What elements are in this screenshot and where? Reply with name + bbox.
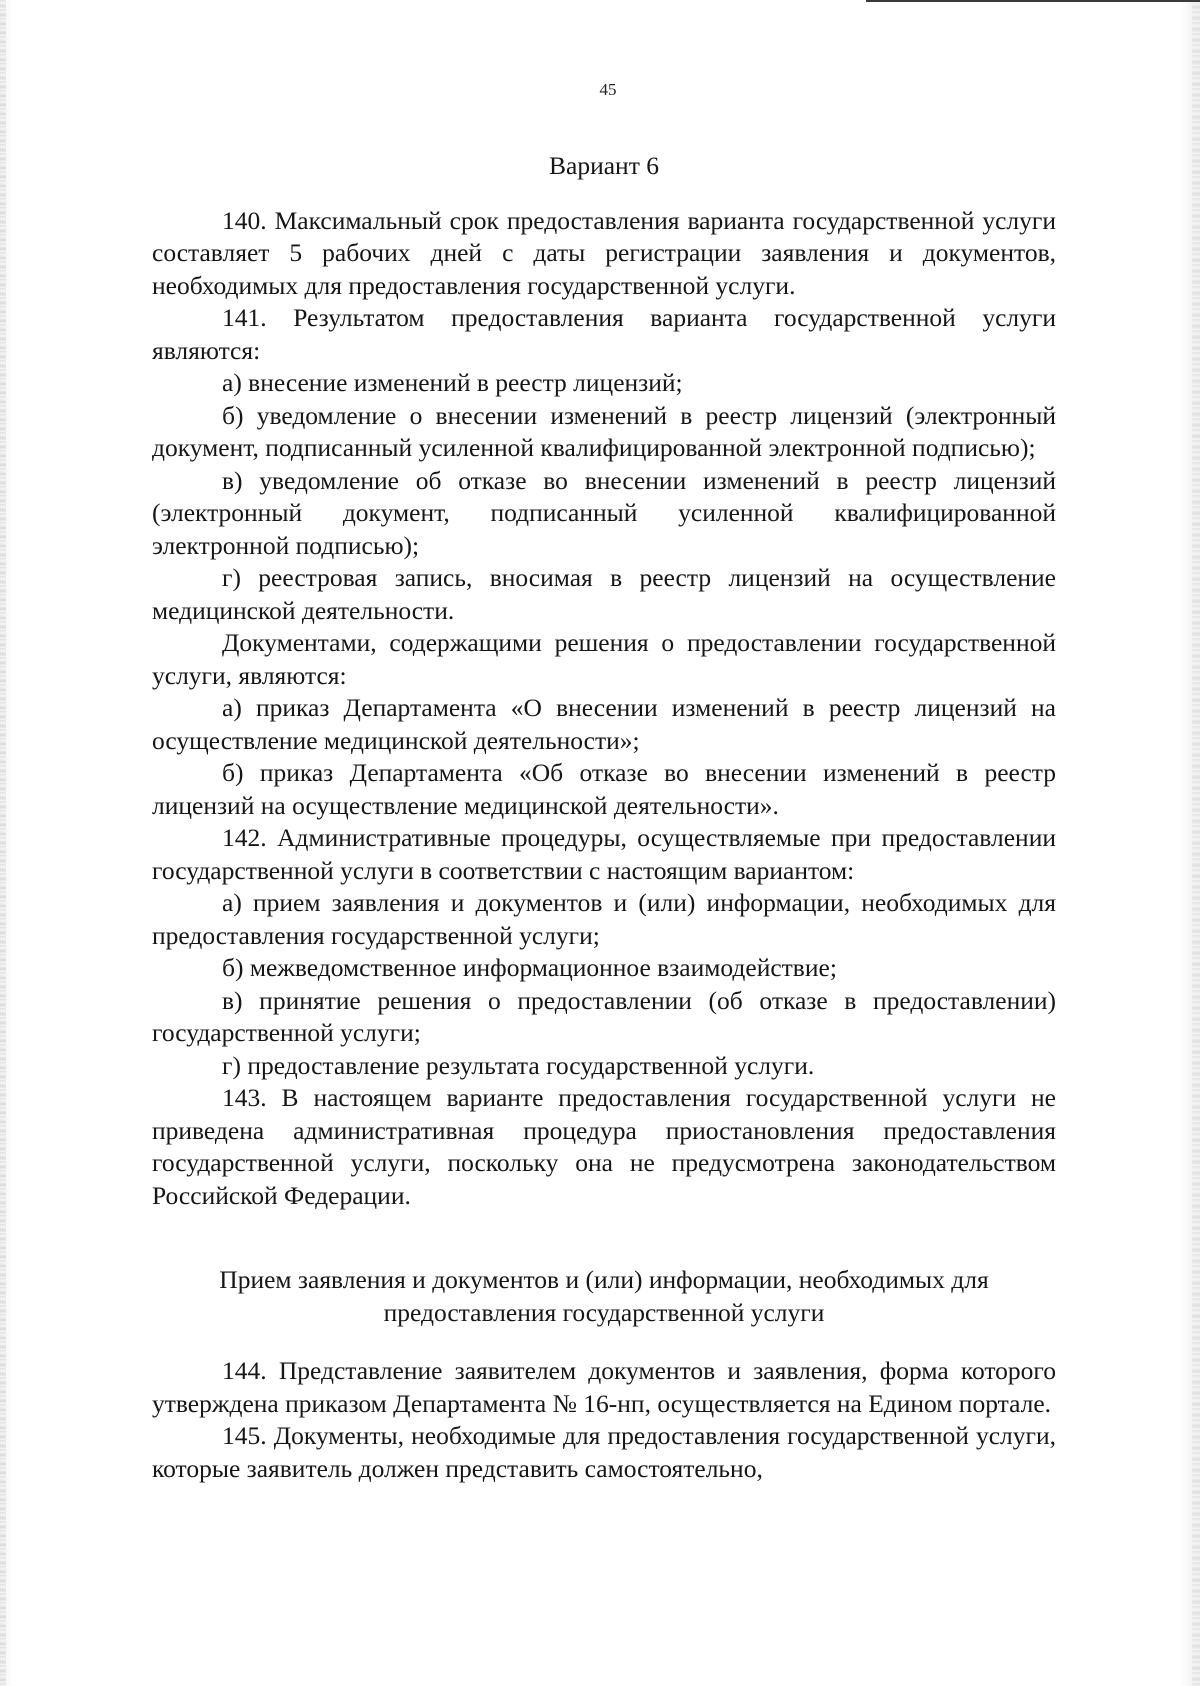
document-body <box>152 150 1056 1485</box>
paragraph-144: 144. Представление заявителем документов и заявления, форма которого утверждена приказом Департамента № 16-нп, осуществляется на Едином портале. <box>152 1356 1056 1418</box>
paragraph-decision-a: а) приказ Департамента «О внесении изменений в реестр лицензий на осуществление медицинской деятельности»; <box>152 693 1056 755</box>
scan-left-edge <box>0 0 6 1686</box>
paragraph-decision-documents: Документами, содержащими решения о предоставлении государственной услуги, являются: <box>152 628 1056 690</box>
scan-top-rule <box>866 0 1200 2</box>
scan-right-edge <box>1192 0 1200 1686</box>
paragraph-decision-b: б) приказ Департамента «Об отказе во внесении изменений в реестр лицензий на осуществление медицинской деятельности». <box>152 758 1056 820</box>
paragraph-141-b: б) уведомление о внесении изменений в реестр лицензий (электронный документ, подписанный усиленной квалифицированной электронной подписью); <box>152 400 1056 462</box>
paragraph-145: 145. Документы, необходимые для предоставления государственной услуги, которые заявитель должен представить самостоятельно, <box>152 1421 1056 1483</box>
paragraph-142: 142. Административные процедуры, осуществляемые при предоставлении государственной услуги в соответствии с настоящим вариантом: <box>152 823 1056 885</box>
paragraph-141: 141. Результатом предоставления варианта государственной услуги являются: <box>152 303 1056 365</box>
variant-heading: Вариант 6 <box>549 151 659 180</box>
paragraph-142-b: б) межведомственное информационное взаимодействие; <box>222 953 837 982</box>
paragraph-142-v: в) принятие решения о предоставлении (об отказе в предоставлении) государственной услуги; <box>152 985 1056 1047</box>
page-number: 45 <box>599 80 617 99</box>
paragraph-141-v: в) уведомление об отказе во внесении изменений в реестр лицензий (электронный документ, подписанный усиленной квалифицированной электронной подписью); <box>152 465 1056 560</box>
paragraph-142-a: а) прием заявления и документов и (или) информации, необходимых для предоставления государственной услуги; <box>152 888 1056 950</box>
paragraph-140: 140. Максимальный срок предоставления варианта государственной услуги составляет 5 рабочих дней с даты регистрации заявления и документов, необходимых для предоставления государственной услуги. <box>152 205 1056 300</box>
paragraph-141-g: г) реестровая запись, вносимая в реестр лицензий на осуществление медицинской деятельности. <box>152 563 1056 625</box>
paragraph-143: 143. В настоящем варианте предоставления государственной услуги не приведена административная процедура приостановления предоставления государственной услуги, поскольку она не предусмотрена законодательством Российской Федерации. <box>152 1083 1056 1210</box>
paragraph-142-g: г) предоставление результата государственной услуги. <box>222 1050 815 1080</box>
section-title: Прием заявления и документов и (или) информации, необходимых для предоставления государственной услуги <box>219 1265 989 1327</box>
paragraph-141-a: а) внесение изменений в реестр лицензий; <box>222 368 683 397</box>
